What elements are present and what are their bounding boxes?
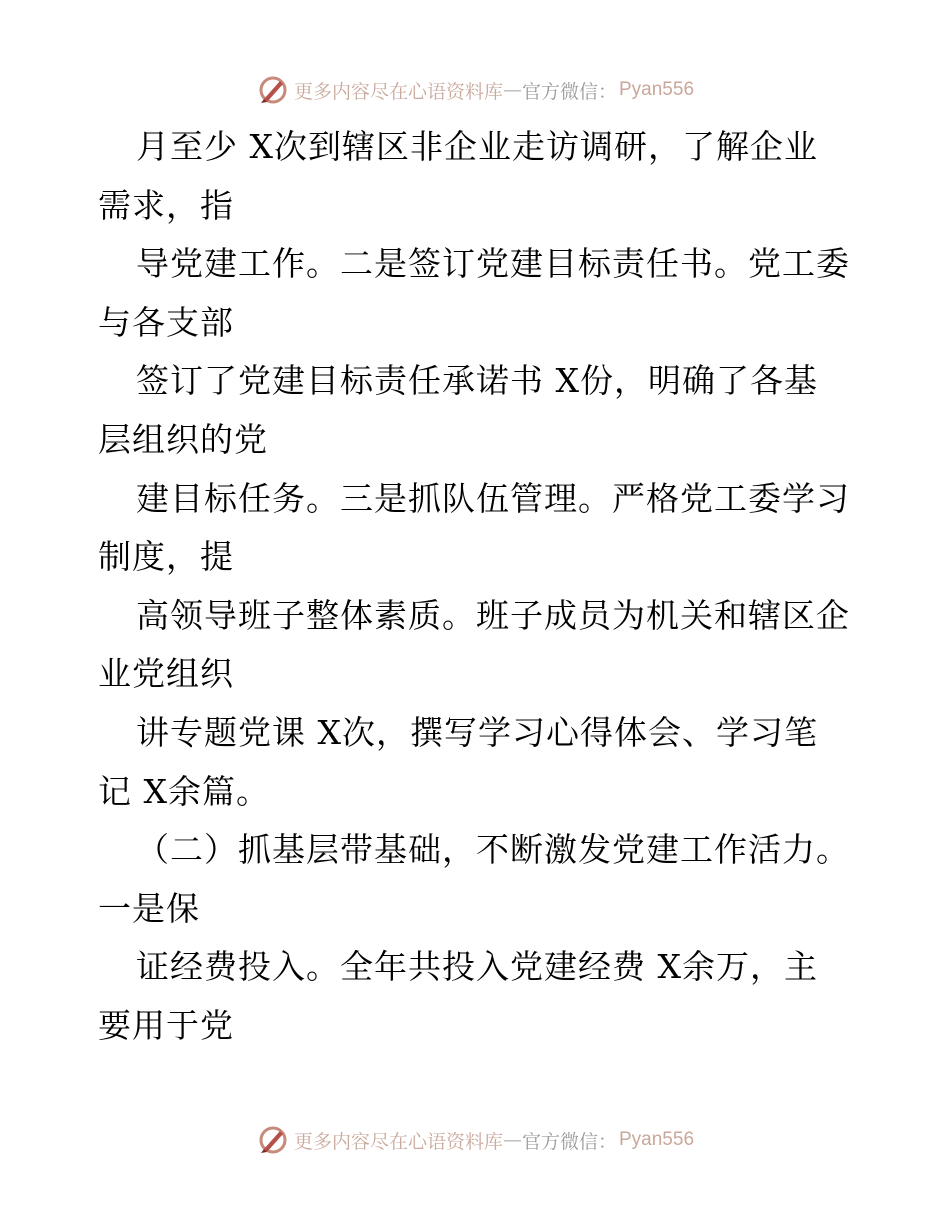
header-watermark	[0, 70, 950, 110]
watermark-site-name: 更多内容尽在心语资料库	[293, 80, 503, 103]
text-line: 高领导班子整体素质。班子成员为机关和辖区企	[136, 595, 850, 635]
watermark-contact-id: Pyan556	[619, 79, 695, 100]
watermark-site-name: 更多内容尽在心语资料库	[293, 1130, 503, 1153]
pen-logo-icon	[256, 73, 290, 107]
text-line: 要用于党	[98, 1005, 234, 1045]
watermark-dash: —	[502, 79, 522, 101]
text-line: 与各支部	[98, 302, 234, 342]
text-line: （二）抓基层带基础，不断激发党建工作活力。	[136, 830, 850, 870]
document-body	[98, 118, 858, 1056]
footer-watermark	[0, 1120, 950, 1160]
text-line: 记 X余篇。	[98, 771, 270, 811]
text-line: 讲专题党课 X次，撰写学习心得体会、学习笔	[136, 712, 818, 752]
text-line: 证经费投入。全年共投入党建经费 X余万，主	[136, 947, 818, 987]
text-line: 导党建工作。二是签订党建目标责任书。党工委	[136, 244, 850, 284]
text-line: 需求，指	[98, 185, 234, 225]
text-line: 月至少 X次到辖区非企业走访调研，了解企业	[136, 127, 818, 166]
text-line: 建目标任务。三是抓队伍管理。严格党工委学习	[136, 478, 850, 518]
text-line: 签订了党建目标责任承诺书 X份，明确了各基	[136, 361, 818, 401]
text-line: 制度，提	[98, 537, 234, 577]
text-line: 业党组织	[98, 654, 234, 694]
watermark-contact-label: 官方微信：	[521, 80, 617, 103]
watermark-dash: —	[502, 1129, 522, 1151]
watermark-contact-id: Pyan556	[619, 1129, 695, 1150]
watermark-contact-label: 官方微信：	[521, 1130, 617, 1153]
pen-logo-icon	[256, 1123, 290, 1157]
text-line: 层组织的党	[98, 419, 268, 459]
text-line: 一是保	[98, 888, 200, 928]
